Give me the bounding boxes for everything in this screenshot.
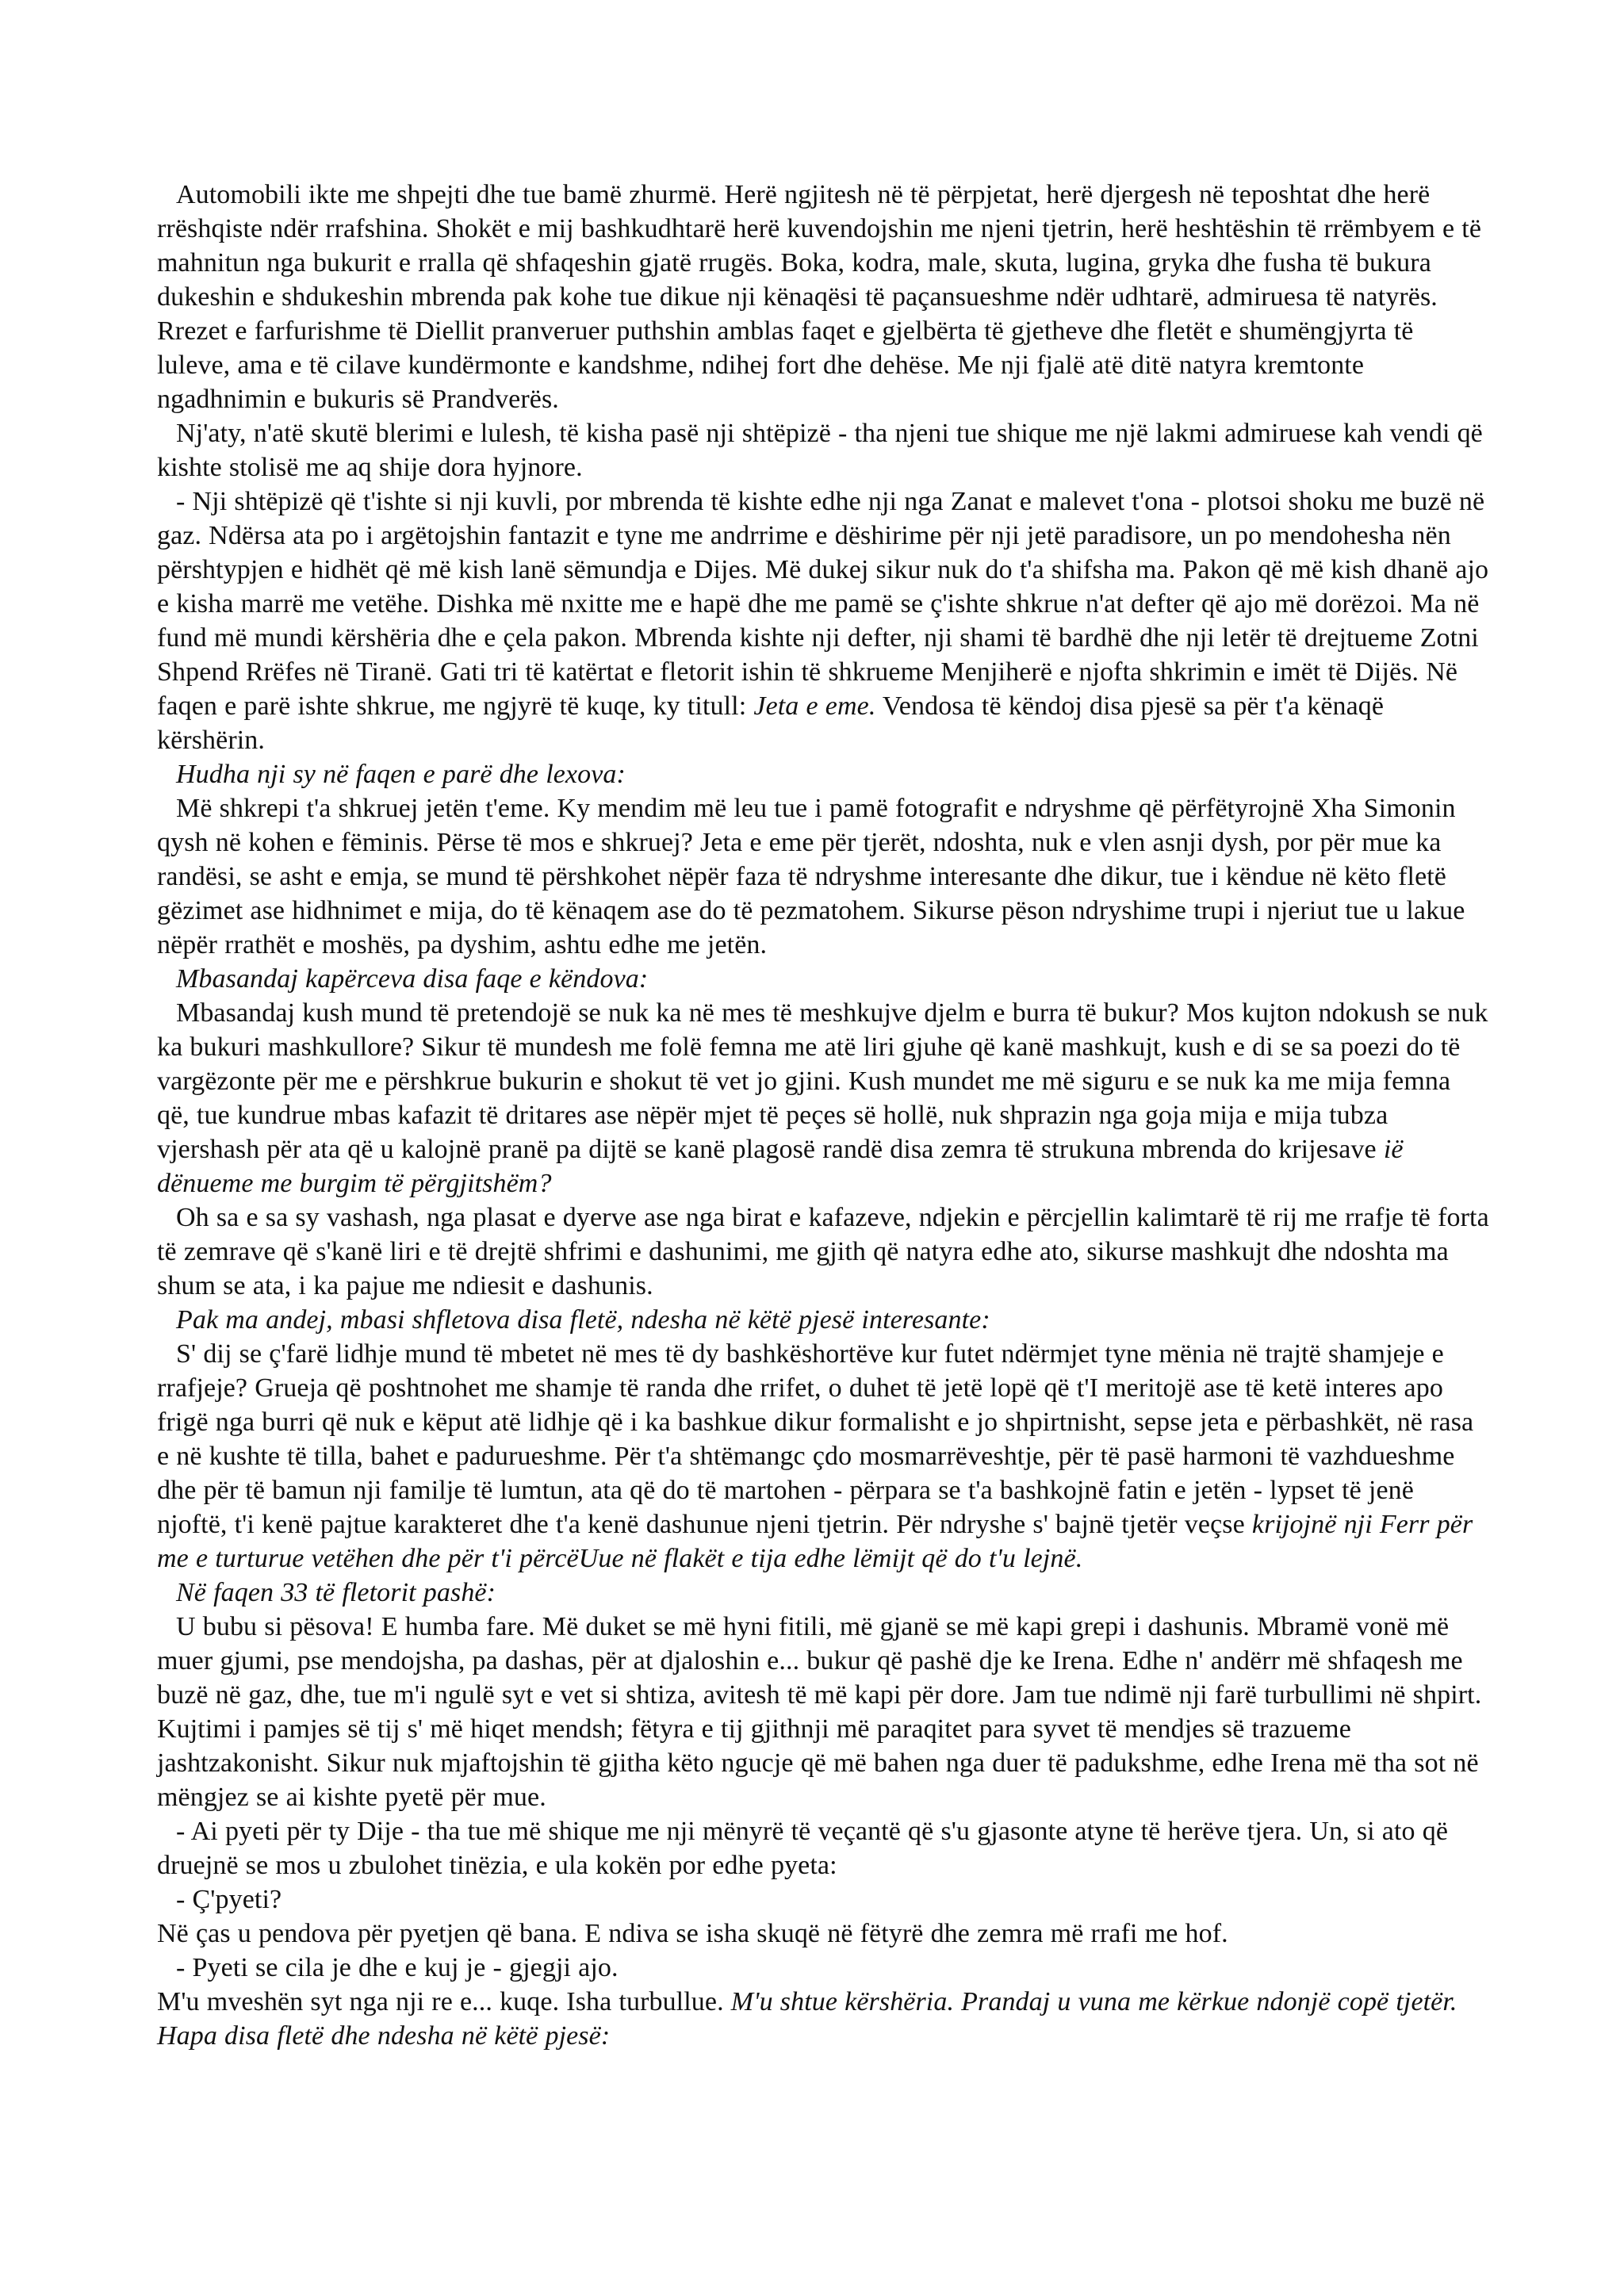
paragraph [157,178,1489,416]
italic-text-run: krijojnë nji Ferr për me e turturue vetëhen dhe për t'i përcëUue në flakët e tija edhe lëmijt që do t'u lejnë. [157,1510,1473,1573]
text-run: - Nji shtëpizë që t'ishte si nji kuvli, por mbrenda të kishte edhe nji nga Zanat e malevet t'ona - plotsoi shoku me buzë në gaz. Ndërsa ata po i argëtojshin fantazit e tyne me andrrime e dëshirime për nji jetë paradisore, un po mendohesha nën përshtypjen e hidhët që më kish lanë sëmundja e Dijes. Më dukej sikur nuk do t'a shifsha ma. Pakon që më kish dhanë ajo e kisha marrë me vetëhe. Dishka më nxitte me e hapë dhe me pamë se ç'ishte shkrue n'at defter që ajo më dorëzoi. Ma në fund më mundi kërshëria dhe e çela pakon. Mbrenda kishte nji defter, nji shami të bardhë dhe nji letër të drejtueme Zotni Shpend Rrëfes në Tiranë. Gati tri të katërtat e fletorit ishin të shkrueme Menjiherë e njofta shkrimin e imët të Dijës. Në faqen e parë ishte shkrue, me ngjyrë të kuqe, ky titull: [157,487,1489,721]
text-run: Mbasandaj kush mund të pretendojë se nuk ka në mes të meshkujve djelm e burra të bukur? Mos kujton ndokush se nuk ka bukuri mashkullore? Sikur të mundesh me folë femna me atë liri gjuhe që kanë mashkujt, kush e di se sa poezi do të vargëzonte për me e përshkrue bukurin e shokut të vet jo gjini. Kush mundet me më siguru e se nuk ka me mija femna që, tue kundrue mbas kafazit të dritares ase nëpër mjet të peçes së hollë, nuk shprazin nga goja mija e mija tubza vjershash për ata që u kalojnë pranë pa dijtë se kanë plagosë randë disa zemra të strukuna mbrenda do krijesave [157,998,1488,1164]
paragraph [157,1985,1489,2053]
text-run: Vendosa të këndoj disa pjesë sa për t'a kënaqë kërshërin. [157,691,1385,755]
text-run: Oh sa e sa sy vashash, nga plasat e dyerve ase nga birat e kafazeve, ndjekin e përcjellin kalimtarë të rij me rrafje të forta të zemrave që s'kanë liri e të drejtë shfrimi e dashunimi, me gjith që natyra edhe ato, sikurse mashkujt dhe ndoshta ma shum se ata, i ka pajue me ndiesit e dashunis. [157,1203,1489,1300]
paragraph [157,416,1489,484]
text-run: Më shkrepi t'a shkruej jetën t'eme. Ky mendim më leu tue i pamë fotografit e ndryshme që përfëtyrojnë Xha Simonin qysh në kohen e fëminis. Përse të mos e shkruej? Jeta e eme për tjerët, ndoshta, nuk e vlen asnji dysh, por për mue ka randësi, se asht e emja, se mund të përshkohet nëpër faza të ndryshme interesante dhe dikur, tue i këndue në këto fletë gëzimet ase hidhnimet e mija, do të kënaqem ase do të pezmatohem. Sikurse pëson ndryshime trupi i njeriut tue u lakue nëpër rrathët e moshës, pa dyshim, ashtu edhe me jetën. [157,794,1465,959]
paragraph [157,1303,1489,1337]
text-run: S' dij se ç'farë lidhje mund të mbetet në mes të dy bashkëshortëve kur futet ndërmjet tyne mënia në trajtë shamjeje e rrafjeje? Grueja që poshtnohet me shamje të randa dhe rrifet, o duhet të jetë lopë që t'I meritojë ase të ketë interes apo frigë nga burri që nuk e këput atë lidhje që i ka bashkue dikur formalisht e jo shpirtnisht, sepse jeta e përbashkët, në rasa e në kushte të tilla, bahet e paduruеshme. Për t'a shtëmangc çdo mosmarrëveshtje, për të pasë harmoni të vazhdueshme dhe për të bamun nji familje të lumtun, ata që do të martohen - përpara se t'a bashkojnë fatin e jetën - lypset të jenë njoftë, t'i kenë pajtue karakteret dhe t'a kenë dashunue njeni tjetrin. Për ndryshe s' bajnë tjetër veçse [157,1339,1474,1539]
paragraph [157,484,1489,757]
paragraph [157,757,1489,791]
italic-text-run: ië dënueme me burgim të përgjitshëm? [157,1135,1404,1198]
paragraph [157,1201,1489,1303]
italic-text-run: Hudha nji sy në faqen e parë dhe lexova: [176,760,626,789]
italic-text-run: Mbasandaj kapërceva disa faqe e këndova: [176,964,649,994]
text-run: Në ças u pendova për pyetjen që bana. E ndiva se isha skuqë në fëtyrë dhe zemra më rrafi me hof. [157,1919,1228,1948]
italic-text-run: Jeta e eme. [753,691,876,721]
paragraph [157,1576,1489,1610]
paragraph [157,1814,1489,1882]
paragraph [157,1610,1489,1814]
paragraph [157,1917,1489,1951]
text-run: Automobili ikte me shpejti dhe tue bamë zhurmë. Herë ngjitesh në të përpjetat, herë djergesh në teposhtat dhe herë rrëshqiste ndër rrafshina. Shokët e mij bashkudhtarë herë kuvendojshin me njeni tjetrin, herë heshtëshin të rrëmbyem e të mahnitun nga bukurit e rralla që shfaqeshin gjatë rrugës. Boka, kodra, male, skuta, lugina, gryka dhe fusha të bukura dukeshin e shdukeshin mbrenda pak kohe tue dikue nji kënaqësi të paçansueshme ndër udhtarë, admiruesa të natyrës. Rrezet e farfurishme të Diellit pranveruer puthshin amblas faqet e gjelbërta të gjetheve dhe fletët e shumëngjyrta të luleve, ama e të cilave kundërmonte e kandshme, ndihej fort dhe dehëse. Me nji fjalë atë ditë natyra kremtonte ngadhnimin e bukuris së Prandverës. [157,180,1482,414]
paragraph [157,1337,1489,1576]
paragraph [157,791,1489,962]
paragraph [157,1951,1489,1985]
text-run: U bubu si pësova! E humba fare. Më duket se më hyni fitili, më gjanë se më kapi grepi i dashunis. Mbramë vonë më muer gjumi, pse mendojsha, pa dashas, për at djaloshin e... bukur që pashë dje ke Irena. Edhe n' andërr më shfaqesh me buzë në gaz, dhe, tue m'i ngulë syt e vet si shtiza, avitesh të më kapi për dore. Jam tue ndimë nji farë turbullimi në shpirt. Kujtimi i pamjes së tij s' më hiqet mendsh; fëtyra e tij gjithnji më paraqitet para syvet të mendjes së trazueme jashtzakonisht. Sikur nuk mjaftojshin të gjitha këto ngucje që më bahen nga duer të padukshme, edhe Irena më tha sot në mëngjez se ai kishte pyetë për mue. [157,1612,1482,1812]
italic-text-run: Në faqen 33 të fletorit pashë: [176,1578,496,1607]
text-run: Nj'aty, n'atë skutë blerimi e lulesh, të kisha pasë nji shtëpizë - tha njeni tue shique me një lakmi admiruese kah vendi që kishte stolisë me aq shije dora hyjnore. [157,419,1483,482]
paragraph [157,962,1489,996]
paragraph [157,996,1489,1201]
paragraph [157,1882,1489,1917]
text-run: - Pyeti se cila je dhe e kuj je - gjegji ajo. [176,1953,619,1982]
document-body [157,178,1489,2053]
text-run: - Ç'pyeti? [176,1885,282,1914]
italic-text-run: Pak ma andej, mbasi shfletova disa fletë, ndesha në këtë pjesë interesante: [176,1305,990,1335]
text-run: - Ai pyeti për ty Dije - tha tue më shique me nji mënyrë të veçantë që s'u gjasonte atyne të herëve tjera. Un, si ato që druejnë se mos u zbulohet tinëzia, e ula kokën por edhe pyeta: [157,1817,1449,1880]
italic-text-run: M'u shtue kërshëria. Prandaj u vuna me kërkue ndonjë copë tjetër. Hapa disa fletë dhe ndesha në këtë pjesë: [157,1987,1457,2051]
text-run: M'u mveshën syt nga nji re e... kuqe. Isha turbullue. [157,1987,731,2016]
